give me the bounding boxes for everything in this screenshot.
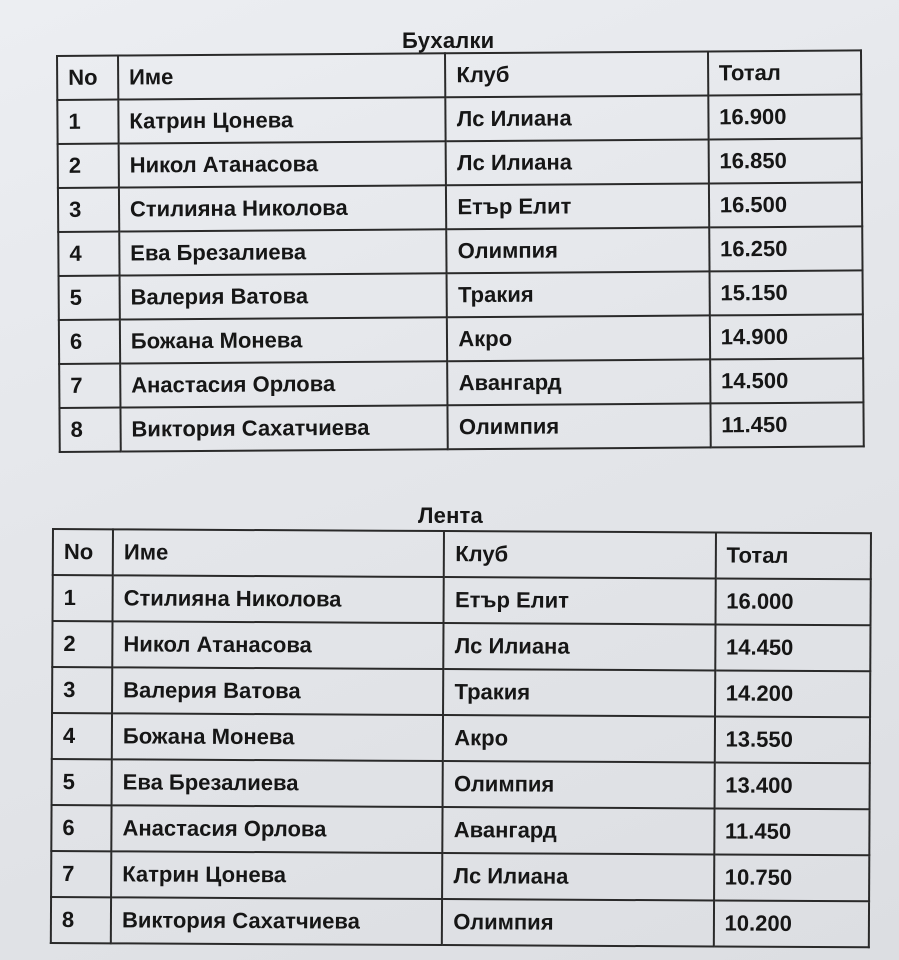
column-header-name: Име [113,529,445,577]
cell-club: Етър Елит [446,183,709,229]
cell-name: Катрин Цонева [118,97,446,143]
cell-name: Стилияна Николова [119,185,447,231]
table-row [51,851,869,901]
table-row [58,182,862,232]
column-header-total: Тотал [708,50,862,95]
cell-club: Етър Елит [444,577,716,624]
cell-club: Олимпия [448,403,711,449]
cell-total: 13.400 [714,762,870,809]
table-row [52,713,870,763]
results-table-clubs [56,49,865,453]
cell-total: 13.550 [714,716,870,763]
cell-no: 4 [58,232,119,276]
column-header-club: Клуб [444,531,716,578]
cell-name: Валерия Ватова [119,273,447,319]
table-row [53,575,871,625]
cell-no: 3 [52,667,112,713]
cell-total: 14.200 [715,670,871,717]
cell-club: Лс Илиана [442,853,714,900]
cell-name: Ева Брезалиева [112,759,444,807]
cell-club: Лс Илиана [446,95,709,141]
section-title-ribbon: Лента [418,503,483,528]
cell-no: 2 [58,144,119,188]
table-row [58,226,862,276]
table-row [52,667,870,717]
table-row [59,314,863,364]
cell-name: Валерия Ватова [112,667,444,715]
cell-club: Акро [443,715,715,762]
cell-no: 6 [51,805,111,851]
cell-no: 7 [59,364,120,408]
cell-no: 2 [52,621,112,667]
cell-name: Стилияна Николова [113,575,445,623]
table-row [58,138,862,188]
cell-total: 10.750 [714,854,870,901]
cell-club: Акро [447,315,710,361]
cell-no: 3 [58,188,119,232]
cell-club: Авангард [447,359,710,405]
cell-club: Олимпия [443,761,715,808]
cell-club: Тракия [447,271,710,317]
column-header-name: Име [118,53,446,99]
cell-club: Тракия [443,669,715,716]
cell-no: 8 [51,897,111,943]
cell-no: 8 [59,408,120,452]
cell-name: Ева Брезалиева [119,229,447,275]
cell-total: 16.500 [709,182,863,227]
cell-total: 14.500 [710,358,864,403]
table-row [52,759,870,809]
cell-total: 11.450 [710,402,864,447]
cell-name: Катрин Цонева [111,851,443,899]
cell-no: 5 [52,759,112,805]
cell-name: Виктория Сахатчиева [120,405,448,451]
cell-no: 4 [52,713,112,759]
table-header-row [57,50,861,100]
cell-no: 6 [59,320,120,364]
table-row [51,805,869,855]
table-row [57,94,861,144]
cell-total: 14.450 [715,624,871,671]
cell-name: Никол Атанасова [112,621,444,669]
cell-name: Божана Монева [120,317,448,363]
table-row [59,270,863,320]
cell-name: Анастасия Орлова [111,805,443,853]
cell-name: Анастасия Орлова [120,361,448,407]
cell-no: 1 [57,100,118,144]
column-header-club: Клуб [445,51,708,97]
cell-no: 1 [53,575,113,621]
table-header-row [53,529,871,579]
table-row [52,621,870,671]
table-row [59,402,863,452]
cell-name: Никол Атанасова [118,141,446,187]
cell-name: Божана Монева [112,713,444,761]
cell-no: 5 [59,276,120,320]
table-row [51,897,869,947]
results-table-ribbon [50,528,872,948]
cell-name: Виктория Сахатчиева [111,897,443,945]
cell-club: Олимпия [442,899,714,946]
cell-total: 11.450 [714,808,870,855]
cell-no: 7 [51,851,111,897]
cell-club: Авангард [443,807,715,854]
cell-total: 15.150 [709,270,863,315]
cell-club: Олимпия [447,227,710,273]
column-header-no: No [57,56,118,100]
cell-total: 10.200 [713,900,869,947]
column-header-no: No [53,529,113,575]
column-header-total: Тотал [715,532,871,579]
cell-total: 16.250 [709,226,863,271]
cell-total: 16.000 [715,578,871,625]
cell-club: Лс Илиана [444,623,716,670]
cell-total: 14.900 [710,314,864,359]
cell-club: Лс Илиана [446,139,709,185]
section-title-clubs: Бухалки [402,28,495,53]
table-row [59,358,863,408]
cell-total: 16.900 [708,94,862,139]
cell-total: 16.850 [708,138,862,183]
